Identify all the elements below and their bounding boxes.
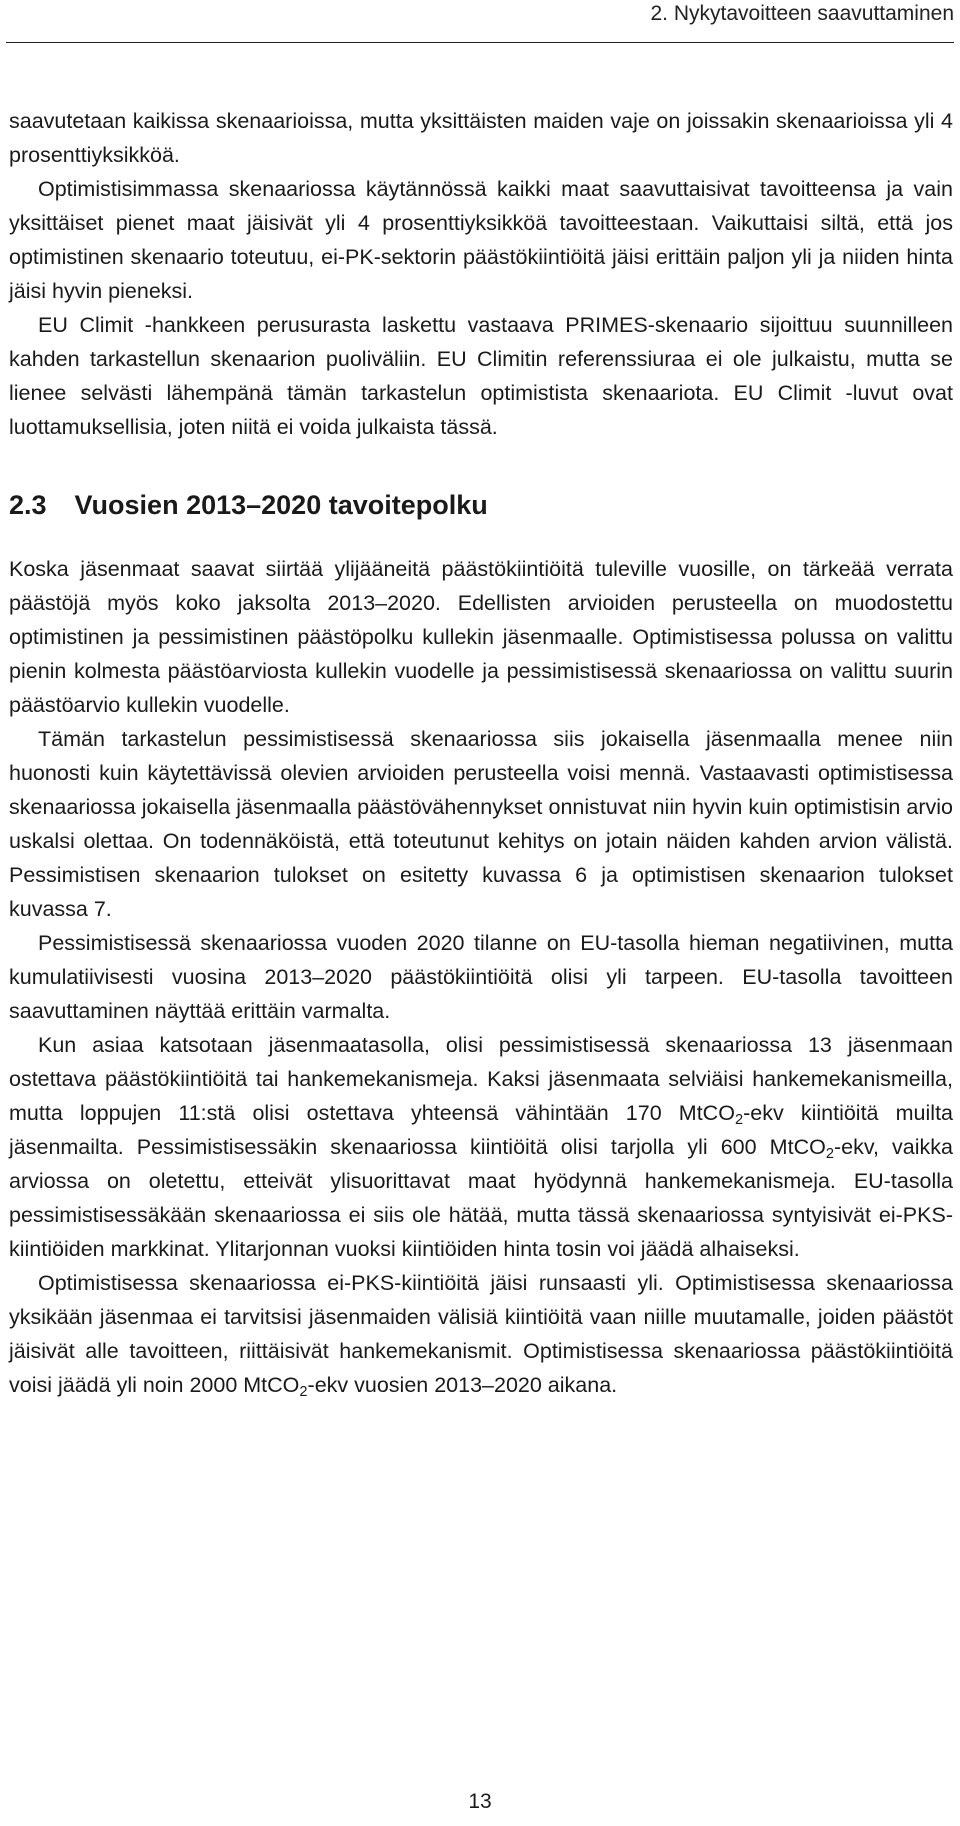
section-heading — [9, 488, 953, 522]
body-paragraph-2: Tämän tarkastelun pessimistisessä skenaariossa siis jokaisella jäsenmaalla menee niin huonosti kuin käytettävissä olevien arvioiden perusteella voisi mennä. Vastaavasti optimistisessa skenaariossa jokaisella jäsenmaalla päästövähennykset onnistuvat niin hyvin kuin optimistisin arvio uskalsi olettaa. On todennäköistä, että toteutunut kehitys on jotain näiden kahden arvion välistä. Pessimistisen skenaarion tulokset on esitetty kuvassa 6 ja optimistisen skenaarion tulokset kuvassa 7. — [9, 727, 953, 921]
section-title: Vuosien 2013–2020 tavoitepolku — [74, 490, 488, 520]
body-paragraph-5 — [9, 1266, 953, 1402]
body-paragraph-4-part-b: -ekv kiintiöitä muilta jäsenmailta. Pessimistisessäkin skenaariossa kiintiöitä olisi tarjolla yli 600 MtCO — [9, 1101, 953, 1159]
body-paragraph-4-part-c: -ekv, vaikka arviossa on oletettu, etteivät ylisuorittavat maat hyödynnä hankemekanismeja. EU-tasolla pessimistisessäkään skenaariossa ei siis ole hätää, mutta tässä skenaariossa syntyisivät ei-PKS-kiintiöiden markkinat. Ylitarjonnan vuoksi kiintiöiden hinta tosin voi jäädä alhaiseksi. — [9, 1135, 953, 1261]
page-content — [9, 104, 953, 1402]
co2-subscript: 2 — [734, 1112, 744, 1129]
section-number: 2.3 — [9, 490, 47, 520]
body-paragraph-3: Pessimistisessä skenaariossa vuoden 2020 tilanne on EU-tasolla hieman negatiivinen, mutta kumulatiivisesti vuosina 2013–2020 päästökiintiöitä olisi yli tarpeen. EU-tasolla tavoitteen saavuttaminen näyttää erittäin varmalta. — [9, 931, 953, 1023]
intro-paragraph-2: Optimistisimmassa skenaariossa käytännössä kaikki maat saavuttaisivat tavoitteensa ja vain yksittäiset pienet maat jäisivät yli 4 prosenttiyksikköä tavoitteestaan. Vaikuttaisi siltä, että jos optimistinen skenaario toteutuu, ei-PK-sektorin päästökiintiöitä jäisi erittäin paljon yli ja niiden hinta jäisi hyvin pieneksi. — [9, 177, 953, 303]
intro-paragraph-3: EU Climit -hankkeen perusurasta laskettu vastaava PRIMES-skenaario sijoittuu suunnilleen kahden tarkastellun skenaarion puoliväliin. EU Climitin referenssiuraa ei ole julkaistu, mutta se lienee selvästi lähempänä tämän tarkastelun optimistista skenaariota. EU Climit -luvut ovat luottamuksellisia, joten niitä ei voida julkaista tässä. — [9, 313, 953, 439]
co2-subscript: 2 — [299, 1384, 308, 1401]
body-paragraph-5-part-a: Optimistisessa skenaariossa ei-PKS-kiintiöitä jäisi runsaasti yli. Optimistisessa skenaariossa yksikään jäsenmaa ei tarvitsisi jäsenmaiden välisiä kiintiöitä vaan niille muutamalle, joiden päästöt jäisivät alle tavoitteen, riittäisivät hankemekanismit. Optimistisessa skenaariossa päästökiintiöitä voisi jäädä yli noin 2000 MtCO — [9, 1271, 953, 1397]
header-divider — [6, 42, 954, 43]
page-number: 13 — [468, 1790, 492, 1813]
body-paragraph-5-part-b: -ekv vuosien 2013–2020 aikana. — [307, 1373, 618, 1397]
co2-subscript: 2 — [825, 1146, 834, 1163]
body-paragraph-4-part-a: Kun asiaa katsotaan jäsenmaatasolla, olisi pessimistisessä skenaariossa 13 jäsenmaan ostettava päästökiintiöitä tai hankemekanismeja. Kaksi jäsenmaata selviäisi hankemekanismeilla, mutta loppujen 11:stä olisi ostettava yhteensä vähintään 170 MtCO — [9, 1033, 953, 1125]
intro-paragraph-1: saavutetaan kaikissa skenaarioissa, mutta yksittäisten maiden vaje on joissakin skenaarioissa yli 4 prosenttiyksikköä. — [9, 109, 953, 167]
body-paragraph-4 — [9, 1028, 953, 1266]
running-header: 2. Nykytavoitteen saavuttaminen — [650, 2, 954, 25]
body-paragraph-1: Koska jäsenmaat saavat siirtää ylijääneitä päästökiintiöitä tuleville vuosille, on tärkeää verrata päästöjä myös koko jaksolta 2013–2020. Edellisten arvioiden perusteella on muodostettu optimistinen ja pessimistinen päästöpolku kullekin jäsenmaalle. Optimistisessa polussa on valittu pienin kolmesta päästöarviosta kullekin vuodelle ja pessimistisessä skenaariossa on valittu suurin päästöarvio kullekin vuodelle. — [9, 557, 953, 717]
